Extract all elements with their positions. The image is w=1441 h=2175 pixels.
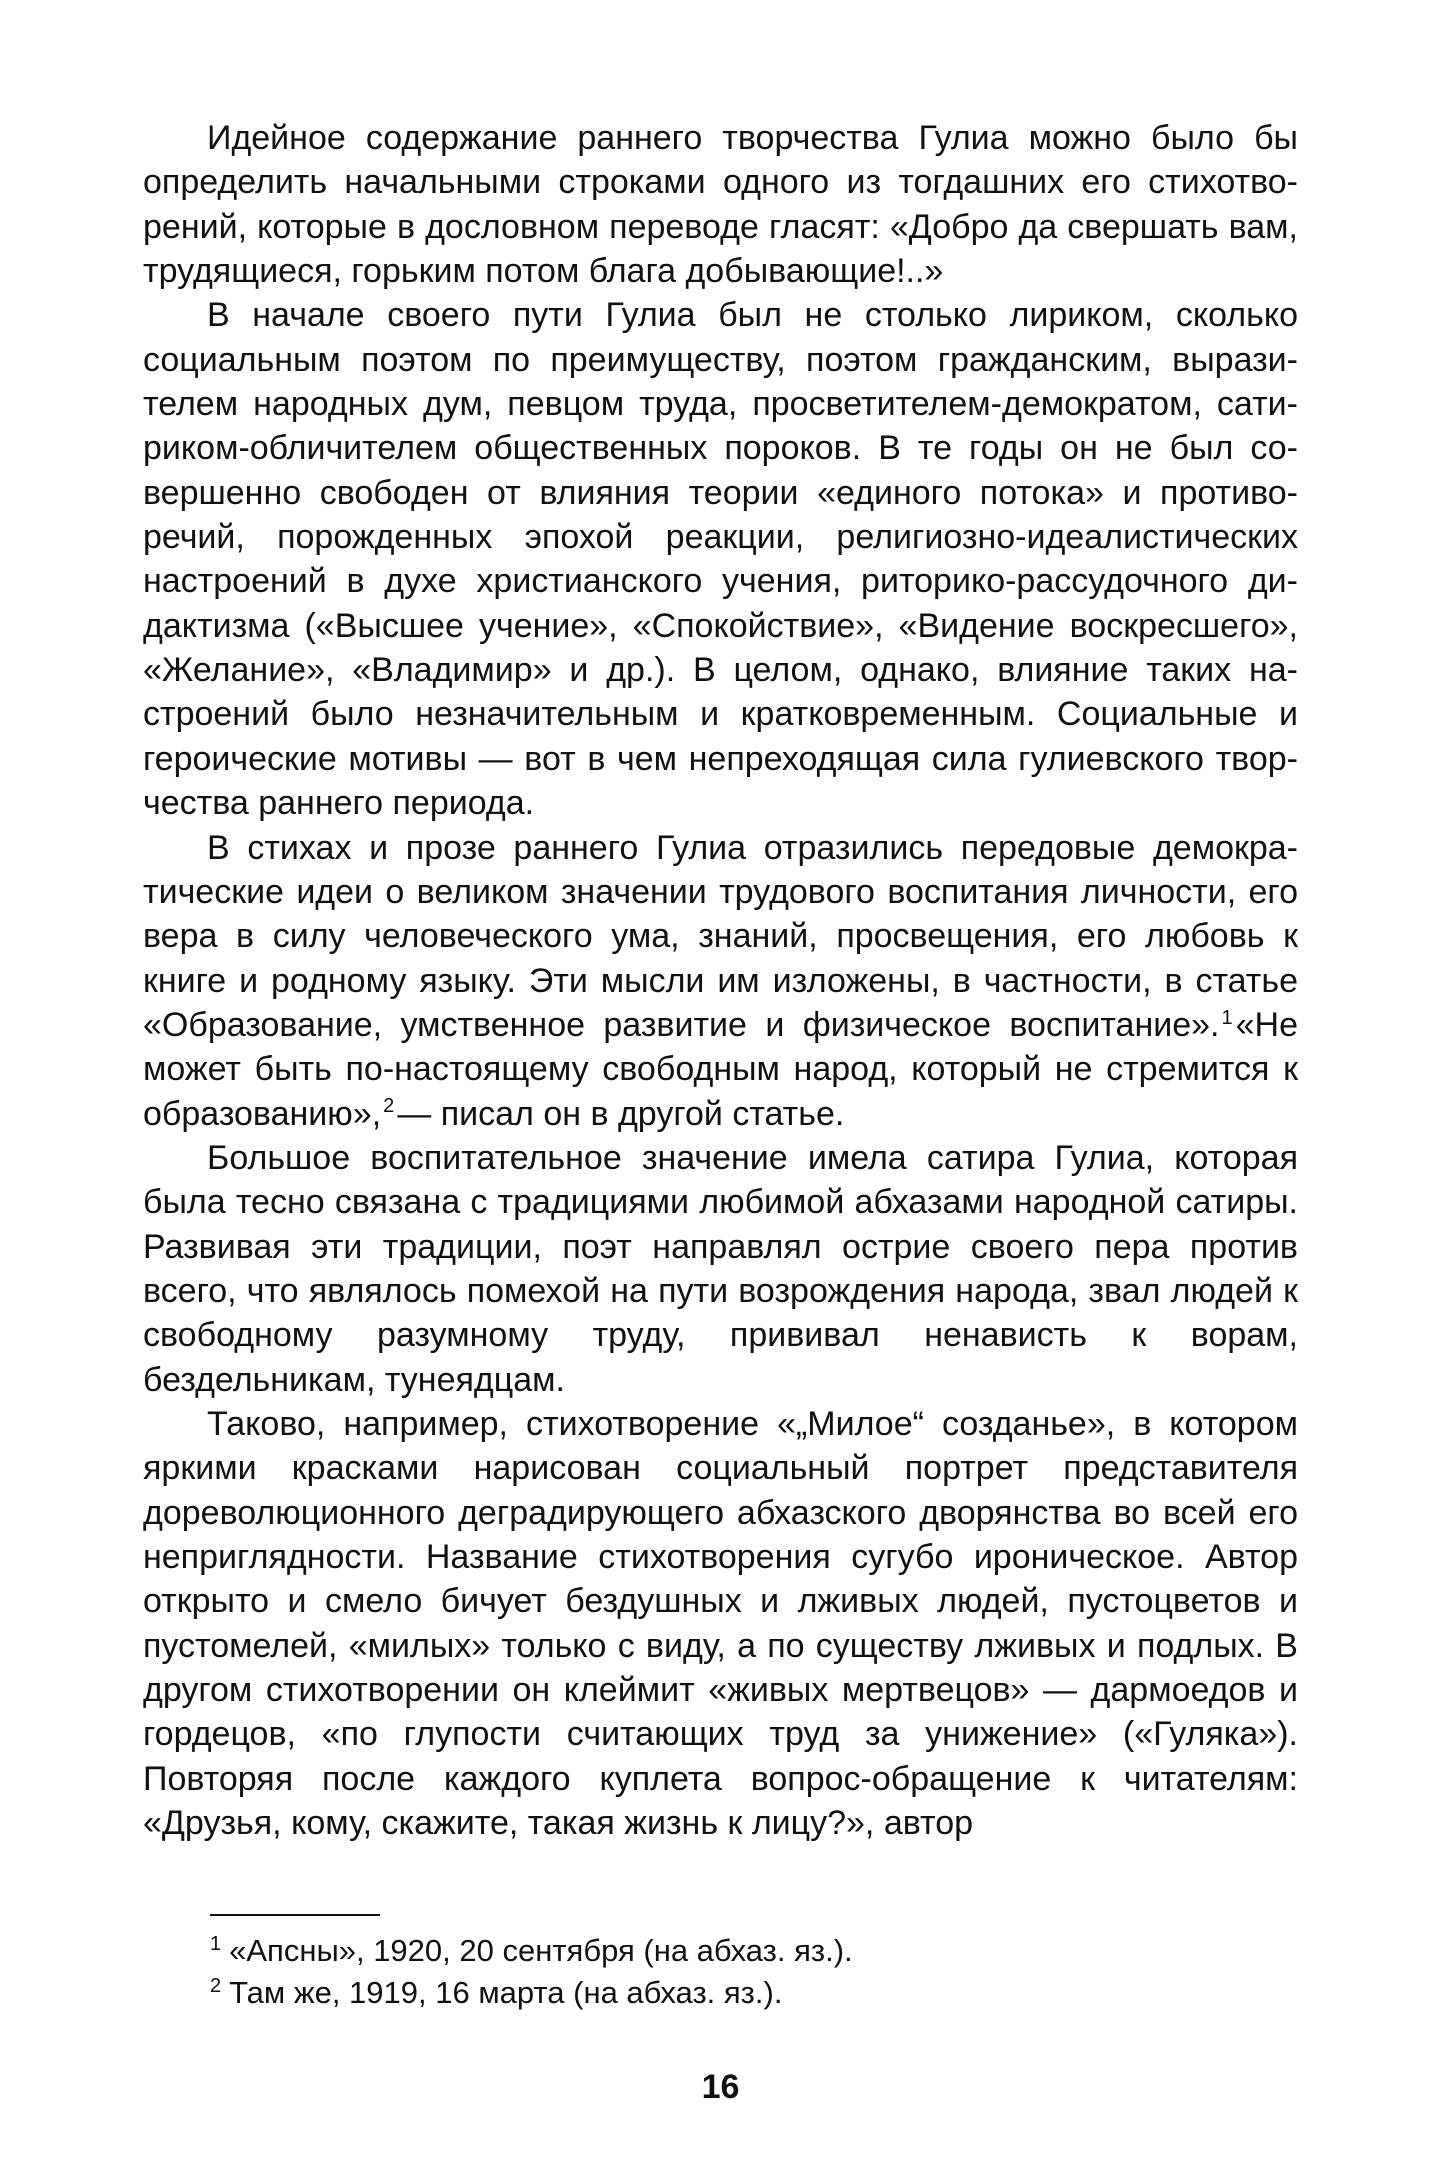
paragraph-text: Таково, например, стихотворение «„Милое“ созданье», в котором яркими красками нарисован социальный портрет представителя дореволюционного деградирующего абхазского дворянства во всей его неприглядности. Название стихотворения сугубо ироническое. Автор открыто и смело бичует бездушных и лживых людей, пустоцветов и пустомелей, «милых» только с виду, а по существу лживых и подлых. В другом стихотворении он клеймит «живых мертвецов» — дармоедов и гордецов, «по глупости считающих труд за унижение» («Гуляка»). Повторяя после каждого куплета вопрос-обращение к читателям: «Друзья, кому, скажите, такая жизнь к лицу?», автор bbox=[143, 1404, 1298, 1843]
footnote-text: Там же, 1919, 16 марта (на абхаз. яз.). bbox=[229, 1975, 783, 2010]
paragraph-text: В стихах и прозе раннего Гулиа отразились передовые демократические идеи о великом значении трудового воспитания личности, его вера в силу человеческого ума, знаний, просвещения, его любовь к книге и родному языку. Эти мысли им изложены, в частности, в статье «Образование, умственное развитие и физическое воспитание». bbox=[143, 828, 1298, 1044]
paragraph bbox=[143, 826, 1298, 1136]
footnote-reference: 2 bbox=[383, 1095, 395, 1118]
paragraph bbox=[143, 293, 1298, 825]
page-number: 16 bbox=[701, 2068, 740, 2106]
paragraph-text: «Не может быть по-настоящему свободным народ, который не стремится к образованию», bbox=[143, 1005, 1298, 1133]
footnote-divider bbox=[210, 1914, 380, 1916]
footnote-text: «Апсны», 1920, 20 сентября (на абхаз. яз.). bbox=[229, 1933, 853, 1968]
footnote-number: 2 bbox=[210, 1974, 222, 1997]
footnote bbox=[210, 1930, 1210, 1972]
footnote-reference: 1 bbox=[1221, 1006, 1233, 1029]
footnote bbox=[210, 1972, 1210, 2014]
paragraph-text: Идейное содержание раннего творчества Гулиа можно было бы определить начальными строками одного из тогдашних его стихотворений, которые в дословном переводе гласят: «Добро да свершать вам, трудящиеся, горьким потом блага добывающие!..» bbox=[143, 119, 1298, 291]
paragraph-text: Большое воспитательное значение имела сатира Гулиа, которая была тесно связана с традициями любимой абхазами народной сатиры. Развивая эти традиции, поэт направлял острие своего пера против всего, что являлось помехой на пути возрождения народа, звал людей к свободному разумному труду, прививал ненависть к ворам, бездельникам, тунеядцам. bbox=[143, 1138, 1298, 1399]
paragraph-text: — писал он в другой статье. bbox=[397, 1094, 845, 1133]
main-text bbox=[143, 116, 1298, 1845]
paragraph bbox=[143, 116, 1298, 293]
paragraph bbox=[143, 1136, 1298, 1402]
footnotes bbox=[210, 1930, 1210, 2014]
paragraph bbox=[143, 1402, 1298, 1845]
footnote-number: 1 bbox=[210, 1932, 222, 1955]
paragraph-text: В начале своего пути Гулиа был не столько лириком, сколько социальным поэтом по преимуществу, поэтом гражданским, выразителем народных дум, певцом труда, просветителем-демократом, сатириком-обличителем общественных пороков. В те годы он не был совершенно свободен от влияния теории «единого потока» и противоречий, порожденных эпохой реакции, религиозно-идеалистических настроений в духе христианского учения, риторико-рассудочного дидактизма («Высшее учение», «Спокойствие», «Видение воскресшего», «Желание», «Владимир» и др.). В целом, однако, влияние таких настроений было незначительным и кратковременным. Социальные и героические мотивы — вот в чем непреходящая сила гулиевского творчества раннего периода. bbox=[143, 296, 1298, 823]
